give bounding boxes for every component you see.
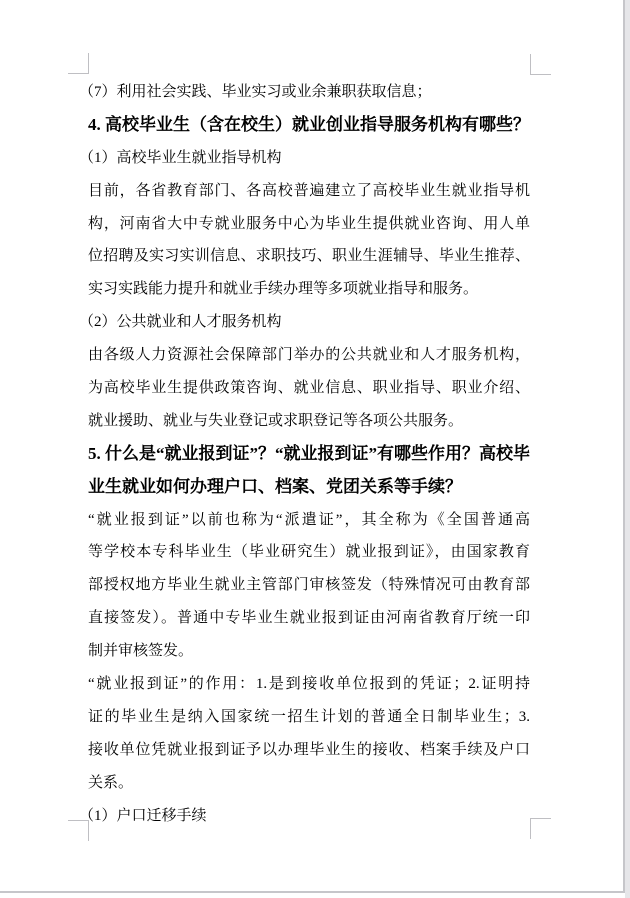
margin-crop-mark-top-right	[530, 54, 551, 75]
doc-line: 实习实践能力提升和就业手续办理等多项就业指导和服务。	[88, 281, 479, 298]
doc-line: 构，河南省大中专就业服务中心为毕业生提供就业咨询、用人单	[88, 215, 530, 232]
doc-line: 直接签发）。普通中专毕业生就业报到证由河南省教育厅统一印	[88, 610, 530, 627]
doc-line: “就业报到证”的作用：1.是到接收单位报到的凭证；2.证明持	[88, 676, 530, 693]
doc-line: “就业报到证”以前也称为“派遣证”，其全称为《全国普通高	[88, 511, 530, 528]
page-right-gutter	[625, 0, 630, 898]
margin-crop-mark-bottom-right	[530, 818, 551, 839]
doc-line: 制并审核签发。	[88, 643, 194, 660]
margin-crop-mark-top-left	[68, 53, 89, 74]
doc-line-item-7: （7）利用社会实践、毕业实习或业余兼职获取信息；	[79, 84, 432, 100]
doc-line: 为高校毕业生提供政策咨询、就业信息、职业指导、职业介绍、	[88, 380, 530, 397]
doc-heading-question-4: 4. 高校毕业生（含在校生）就业创业指导服务机构有哪些？	[88, 114, 530, 134]
doc-line: 证的毕业生是纳入国家统一招生计划的普通全日制毕业生；3.	[88, 708, 530, 725]
document-text-area[interactable]	[79, 76, 530, 832]
doc-line: 部授权地方毕业生就业主管部门审核签发（特殊情况可由教育部	[88, 577, 530, 594]
doc-line: 目前，各省教育部门、各高校普遍建立了高校毕业生就业指导机	[88, 182, 530, 199]
doc-line: 就业援助、就业与失业登记或求职登记等各项公共服务。	[88, 412, 464, 429]
doc-subheading-1: （1）高校毕业生就业指导机构	[79, 149, 282, 166]
doc-subheading-2: （2）公共就业和人才服务机构	[79, 314, 282, 331]
doc-subheading-hukou: （1）户口迁移手续	[79, 807, 207, 824]
doc-line: 位招聘及实习实训信息、求职技巧、职业生涯辅导、毕业生推荐、	[88, 248, 530, 265]
doc-line: 等学校本专科毕业生（毕业研究生）就业报到证》，由国家教育	[88, 544, 530, 561]
doc-line: 关系。	[88, 774, 134, 791]
doc-line: 由各级人力资源社会保障部门举办的公共就业和人才服务机构，	[88, 347, 530, 364]
doc-heading-question-5b: 业生就业如何办理户口、档案、党团关系等手续？	[88, 476, 462, 496]
doc-line: 接收单位凭就业报到证予以办理毕业生的接收、档案手续及户口	[88, 741, 530, 758]
doc-heading-question-5: 5. 什么是“就业报到证”？“就业报到证”有哪些作用？高校毕	[88, 443, 530, 463]
